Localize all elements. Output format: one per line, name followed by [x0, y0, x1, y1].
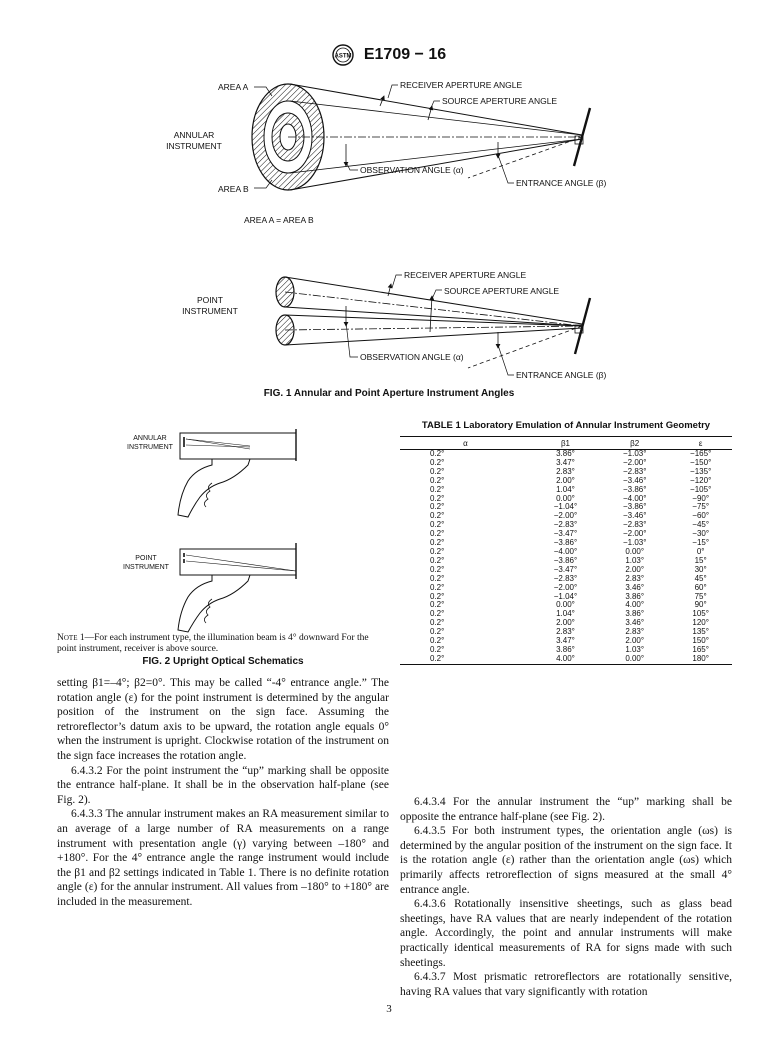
table-cell: −3.86° — [553, 555, 578, 565]
label-area-a: AREA A — [218, 82, 249, 92]
col-header-beta2: β2 — [600, 437, 669, 450]
table-cell: 0.2° — [430, 502, 445, 512]
left-text-column — [57, 676, 389, 910]
label-entrance-angle: ENTRANCE ANGLE (β) — [516, 178, 607, 188]
table-cell: 2.83° — [556, 466, 575, 476]
table-cell: 2.00° — [556, 475, 575, 485]
col-header-alpha: α — [400, 437, 531, 450]
table-cell: 0.2° — [430, 546, 445, 556]
table-cell: 2.83° — [625, 573, 645, 583]
table-cell: 0.2° — [430, 564, 445, 574]
annular-upright-schematic — [178, 429, 296, 517]
table-cell: 120° — [692, 618, 709, 628]
table-cell: −30° — [692, 529, 710, 539]
table-cell: 0.2° — [430, 529, 445, 539]
label-point-source: SOURCE APERTURE ANGLE — [444, 286, 560, 296]
paragraph-6-4-3-7: 6.4.3.7 Most prismatic retroreflectors are rotationally sensitive, having RA values that vary significantly with rotation — [400, 971, 732, 998]
table-cell: −2.00° — [622, 457, 647, 467]
table-cell: 1.04° — [556, 484, 575, 494]
table-cell: 0.2° — [430, 520, 445, 530]
standard-code: E1709 − 16 — [363, 46, 447, 63]
table-cell: 0.2° — [430, 449, 445, 458]
paragraph-6-4-3-6: 6.4.3.6 Rotationally insensitive sheetings, such as glass bead sheetings, have RA values that are nearly independent of the rotation angle. Accordingly, the point and annular instruments will make practically identical measurements of RA for signs made with such sheetings. — [400, 898, 732, 969]
table-cell: −165° — [690, 449, 712, 458]
table-1-body — [400, 450, 732, 665]
table-cell: −2.83° — [622, 466, 647, 476]
paragraph-continued: setting β1=–4°; β2=0°. This may be called “-4° entrance angle.” The rotation angle (ε) for the point instrument is determined by the angular position of the instrument on the sign face. Assuming the retroreflector’s datum axis to be upward, the rotation angle equals 0° when the instrument is upright. Clockwise rotation of the instrument on the sign face increases the rotation angle. — [57, 677, 389, 762]
table-cell: −4.00° — [622, 493, 647, 503]
table-cell: −2.83° — [622, 520, 647, 530]
table-cell: −2.00° — [553, 511, 578, 521]
table-cell: −1.03° — [622, 449, 647, 458]
table-cell: 0.2° — [430, 457, 445, 467]
table-cell: 3.46° — [625, 582, 645, 592]
paragraph-6-4-3-5: 6.4.3.5 For both instrument types, the orientation angle (ωs) is determined by the angular position of the instrument on the sign face. It is the rotation angle (ε) rather than the orientation angle (ωs) which primarily affects retroreflection of signs measured at the small 4° entrance angle. — [400, 825, 732, 896]
label-annular-line1: ANNULAR — [173, 130, 215, 140]
table-header-row — [400, 437, 732, 450]
table-cell: −120° — [690, 475, 712, 485]
table-cell: −1.03° — [622, 538, 647, 548]
fig2-point-line1: POINT — [135, 555, 157, 562]
table-cell: 0.00° — [600, 655, 669, 664]
table-cell: −3.47° — [553, 529, 578, 539]
table-cell: −75° — [692, 502, 710, 512]
table-cell: −3.86° — [553, 538, 578, 548]
table-cell: −3.46° — [622, 475, 647, 485]
col-header-beta1: β1 — [531, 437, 600, 450]
table-cell: 3.86° — [556, 449, 575, 458]
table-cell: −3.46° — [622, 511, 647, 521]
table-cell: 0.00° — [556, 493, 575, 503]
table-cell: 3.86° — [556, 644, 575, 654]
table-cell: −3.47° — [553, 564, 578, 574]
table-cell: 0.2° — [430, 555, 445, 565]
right-text-column — [400, 795, 732, 999]
paragraph-6-4-3-4: 6.4.3.4 For the annular instrument the “up” marking shall be opposite the entrance half-plane (see Fig. 2). — [400, 796, 732, 823]
fig2-annular-line2: INSTRUMENT — [127, 444, 173, 451]
label-area-equality: AREA A = AREA B — [244, 215, 314, 225]
table-cell: 0.2° — [430, 618, 445, 628]
table-cell: 0.2° — [430, 511, 445, 521]
table-cell: 105° — [692, 609, 709, 619]
svg-text:ASTM: ASTM — [334, 53, 352, 60]
table-cell: 180° — [669, 655, 732, 664]
note-label: Note 1 — [57, 633, 85, 643]
table-cell: −135° — [690, 466, 712, 476]
table-cell: −150° — [690, 457, 712, 467]
table-cell: 75° — [694, 591, 707, 601]
figure-1-caption: FIG. 1 Annular and Point Aperture Instrument Angles — [263, 388, 515, 399]
table-cell: 3.86° — [625, 591, 645, 601]
table-cell: 90° — [694, 600, 707, 610]
astm-logo-icon — [332, 44, 354, 66]
table-cell: −45° — [692, 520, 710, 530]
table-cell: 3.46° — [625, 618, 645, 628]
table-cell: 4.00° — [625, 600, 645, 610]
table-cell: 0.2° — [430, 591, 445, 601]
col-header-epsilon: ε — [669, 437, 732, 450]
table-cell: −3.86° — [622, 484, 647, 494]
table-cell: 45° — [694, 573, 707, 583]
table-cell: 135° — [692, 627, 709, 637]
table-cell: −15° — [692, 538, 710, 548]
table-cell: 2.00° — [556, 618, 575, 628]
label-annular-line2: INSTRUMENT — [166, 141, 222, 151]
table-cell: 0.2° — [430, 475, 445, 485]
table-cell: −2.83° — [553, 573, 578, 583]
table-cell: 0.2° — [430, 573, 445, 583]
table-cell: 150° — [692, 636, 709, 646]
table-cell: 165° — [692, 644, 709, 654]
table-cell: 0.2° — [430, 466, 445, 476]
table-cell: 2.83° — [625, 627, 645, 637]
fig2-annular-line1: ANNULAR — [133, 435, 167, 442]
label-point-receiver: RECEIVER APERTURE ANGLE — [404, 270, 527, 280]
table-cell: −2.00° — [622, 529, 647, 539]
table-cell: 0.00° — [556, 600, 575, 610]
figure-2-note — [57, 633, 389, 655]
fig2-point-line2: INSTRUMENT — [123, 564, 169, 571]
label-source-aperture: SOURCE APERTURE ANGLE — [442, 96, 558, 106]
label-point-line2: INSTRUMENT — [182, 306, 238, 316]
table-row — [400, 655, 732, 664]
point-upright-schematic — [178, 543, 296, 632]
table-1-caption: TABLE 1 Laboratory Emulation of Annular Instrument Geometry — [421, 420, 711, 431]
paragraph-6-4-3-3: 6.4.3.3 The annular instrument makes an RA measurement similar to an average of a large number of RA measurements on a range instrument with presentation angle (γ) varying between –180° and +180°. For the 4° entrance angle the range instrument would include the β1 and β2 settings indicated in Table 1. There is no definite rotation angle (ε) for the annular instrument. All values from –180° to +180° are included in the measurement. — [57, 808, 389, 908]
table-cell: 60° — [694, 582, 707, 592]
table-cell: 1.03° — [625, 555, 645, 565]
figure-1-diagram — [0, 70, 778, 400]
table-cell: −1.04° — [553, 502, 578, 512]
table-cell: 4.00° — [531, 655, 600, 664]
table-cell: 1.03° — [625, 644, 645, 654]
table-cell: 0.2° — [430, 484, 445, 494]
table-cell: 15° — [694, 555, 707, 565]
label-observation-angle: OBSERVATION ANGLE (α) — [360, 165, 464, 175]
table-cell: 3.86° — [625, 609, 645, 619]
table-cell: −2.00° — [553, 582, 578, 592]
table-cell: −60° — [692, 511, 710, 521]
label-area-b: AREA B — [218, 184, 249, 194]
table-cell: 3.47° — [556, 457, 575, 467]
table-cell: 0.2° — [430, 600, 445, 610]
table-cell: −4.00° — [553, 546, 578, 556]
page-header — [0, 44, 778, 66]
table-cell: 2.00° — [625, 564, 645, 574]
table-cell: 3.47° — [556, 636, 575, 646]
table-cell: −105° — [690, 484, 712, 494]
label-point-entrance: ENTRANCE ANGLE (β) — [516, 370, 607, 380]
table-cell: 0.00° — [625, 546, 645, 556]
figure-2-diagram — [100, 425, 330, 635]
table-cell: 0.2° — [430, 609, 445, 619]
note-text: —For each instrument type, the illumination beam is 4° downward For the point instrument, receiver is above source. — [57, 633, 369, 654]
label-receiver-aperture: RECEIVER APERTURE ANGLE — [400, 80, 523, 90]
table-cell: −1.04° — [553, 591, 578, 601]
table-cell: −3.86° — [622, 502, 647, 512]
label-point-observation: OBSERVATION ANGLE (α) — [360, 352, 464, 362]
label-point-line1: POINT — [197, 295, 223, 305]
table-cell: 2.00° — [625, 636, 645, 646]
table-1 — [400, 436, 732, 665]
table-cell: −90° — [692, 493, 710, 503]
table-cell: 0.2° — [430, 538, 445, 548]
table-cell: 0.2° — [430, 627, 445, 637]
paragraph-6-4-3-2: 6.4.3.2 For the point instrument the “up” marking shall be opposite the entrance half-plane. It shall be in the observation half-plane (see Fig. 2). — [57, 764, 389, 806]
page-number: 3 — [386, 1003, 392, 1015]
table-cell: 0° — [696, 546, 705, 556]
table-cell: 2.83° — [556, 627, 575, 637]
table-cell: 0.2° — [430, 582, 445, 592]
table-cell: 0.2° — [430, 636, 445, 646]
table-cell: 30° — [694, 564, 707, 574]
table-cell: −2.83° — [553, 520, 578, 530]
table-cell: 0.2° — [430, 644, 445, 654]
table-cell: 0.2° — [400, 655, 531, 664]
table-cell: 0.2° — [430, 493, 445, 503]
table-cell: 1.04° — [556, 609, 575, 619]
figure-2-caption: FIG. 2 Upright Optical Schematics — [142, 656, 304, 667]
